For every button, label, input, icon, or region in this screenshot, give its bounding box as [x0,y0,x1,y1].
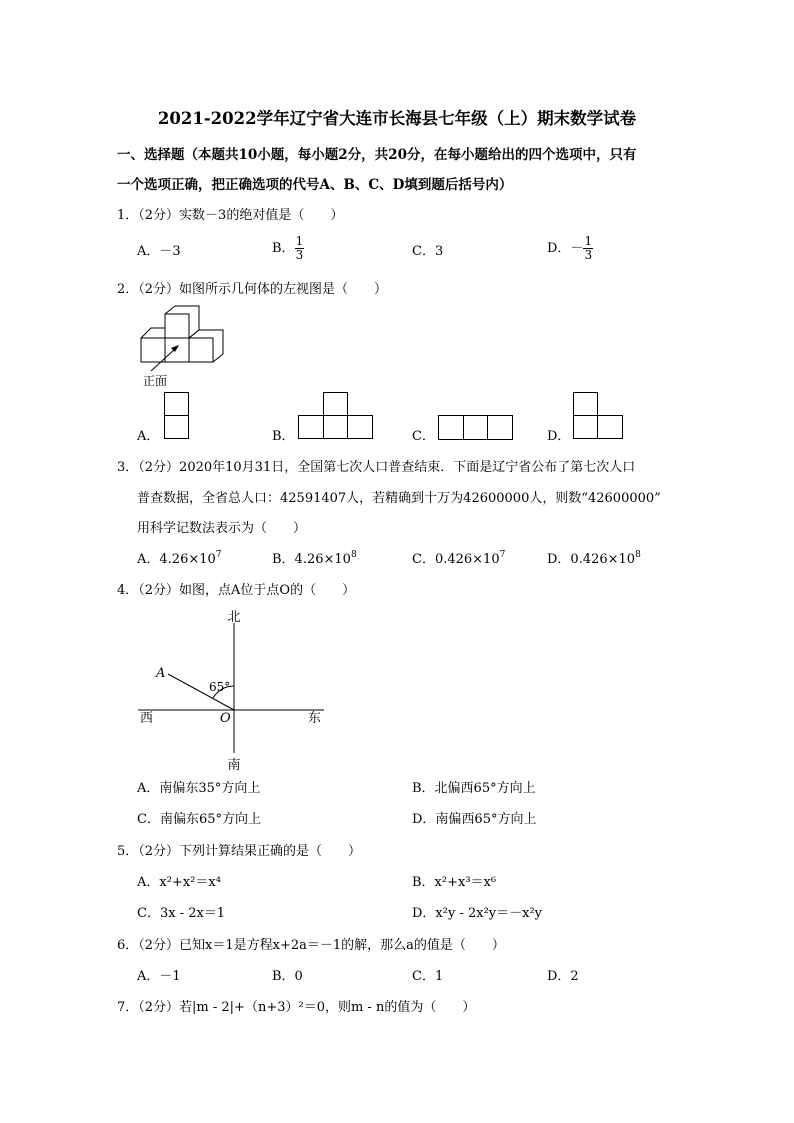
q5-option-c: C．3x - 2x＝1 [137,906,226,921]
q2-option-c-figure [438,415,514,441]
question-2-stem: 2．（2分）如图所示几何体的左视图是（ ） [117,282,388,297]
q3-option-a [137,551,222,569]
q5-option-d: D．x²y - 2x²y＝－x²y [412,906,543,921]
q1-option-b-fraction [295,235,305,262]
q3-option-c-exponent: 7 [499,550,506,560]
question-3-line3: 用科学记数法表示为（ ） [137,521,307,536]
q4-option-b: B．北偏西65°方向上 [412,781,536,796]
question-7-stem: 7．（2分）若|m - 2|+（n+3）²＝0，则m - n的值为（ ） [117,1000,476,1015]
q1-option-a: A．－3 [137,244,181,259]
page-title: 2021-2022学年辽宁省大连市长海县七年级（上）期末数学试卷 [157,109,637,128]
q2-option-b: B． [272,429,295,444]
q3-option-b-base: B．4.26×10 [272,552,351,567]
q3-option-a-exponent: 7 [215,550,222,560]
q3-option-c [412,551,505,569]
q3-option-a-base: A．4.26×10 [137,552,216,567]
q3-option-d-exponent: 8 [635,550,641,560]
q1-option-d [547,235,593,262]
label-north: 北 [227,610,241,625]
q2-option-c: C． [412,429,435,444]
q5-option-a: A．x²+x²＝x⁴ [137,875,221,890]
q2-option-a: A． [137,429,160,444]
section-heading-line2: 一个选项正确，把正确选项的代号A、B、C、D填到题后括号内） [117,177,513,193]
q1-option-d-fraction [583,235,593,262]
q1-option-b-prefix: B． [272,241,295,256]
q4-option-d: D．南偏西65°方向上 [412,812,537,827]
q1-option-b-numerator: 1 [295,234,304,248]
section-heading-line1: 一、选择题（本题共10小题，每小题2分，共20分，在每小题给出的四个选项中，只有 [117,147,637,163]
question-4-stem: 4．（2分）如图，点A位于点O的（ ） [117,583,356,598]
question-5-stem: 5．（2分）下列计算结果正确的是（ ） [117,844,362,859]
q1-option-d-numerator: 1 [584,234,593,248]
label-angle: 65° [209,680,231,694]
q6-option-b: B．0 [272,969,303,984]
q2-option-d: D． [547,429,571,444]
q4-compass-figure [138,603,338,773]
q3-option-d [547,551,641,569]
label-point-o: O [220,711,231,726]
q3-option-c-base: C．0.426×10 [412,552,500,567]
q1-option-d-prefix: D．－ [547,241,584,256]
q4-option-c: C．南偏东65°方向上 [137,812,261,827]
q2-option-a-figure [164,392,190,440]
q1-option-c: C．3 [412,244,444,259]
q2-figure-label: 正面 [143,374,168,388]
q1-option-b-denominator: 3 [295,248,304,262]
label-east: 东 [308,711,322,726]
q3-option-b [272,551,357,569]
q1-option-b [272,235,304,262]
q2-option-b-figure [298,392,374,440]
q3-option-b-exponent: 8 [350,550,357,560]
q4-option-a: A．南偏东35°方向上 [137,781,261,796]
question-3-line2: 普查数据，全省总人口：42591407人，若精确到十万为42600000人，则数“42600000” [137,491,661,506]
q6-option-c: C．1 [412,969,444,984]
q1-option-d-denominator: 3 [584,248,593,262]
label-south: 南 [227,758,241,773]
question-1-stem: 1．（2分）实数－3的绝对值是（ ） [117,208,344,223]
label-west: 西 [140,711,154,726]
q6-option-d: D．2 [547,969,579,984]
label-point-a: A [156,666,166,681]
q2-option-d-figure [573,392,625,440]
q3-option-d-base: D．0.426×10 [547,552,636,567]
question-3-line1: 3．（2分）2020年10月31日，全国第七次人口普查结束．下面是辽宁省公布了第七次人口 [117,460,636,475]
q6-option-a: A．－1 [137,969,181,984]
q5-option-b: B．x²+x³＝x⁶ [412,875,497,890]
question-6-stem: 6．（2分）已知x＝1是方程x+2a＝－1的解，那么a的值是（ ） [117,938,505,953]
